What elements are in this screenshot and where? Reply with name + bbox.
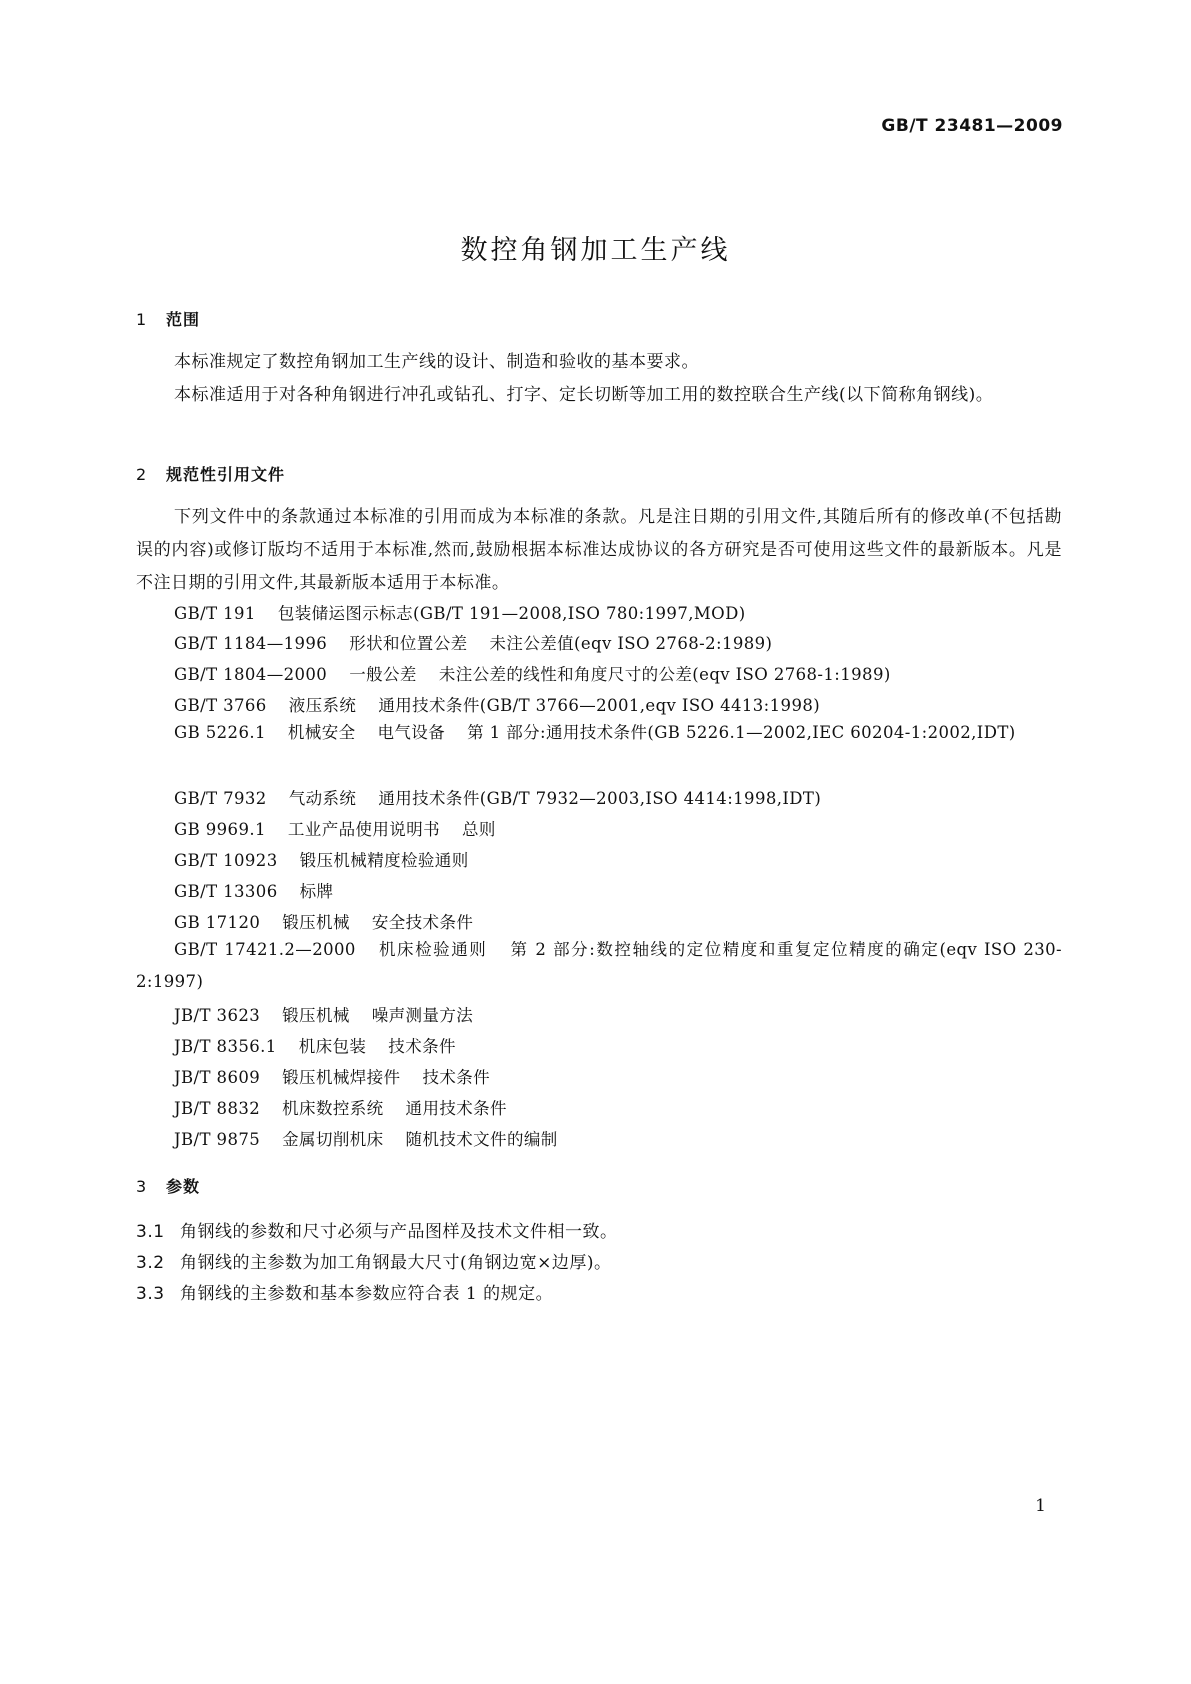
- reference-title: 机床检验通则: [377, 940, 488, 959]
- reference-title: 锻压机械: [282, 1006, 350, 1025]
- section-title: 参数: [166, 1177, 201, 1196]
- reference-item: [136, 934, 1062, 998]
- reference-title: 一般公差: [349, 665, 417, 684]
- reference-title: 锻压机械: [282, 913, 350, 932]
- reference-title: 金属切削机床: [282, 1130, 384, 1149]
- clause-number: 3.2: [136, 1253, 165, 1273]
- reference-title: 形状和位置公差: [349, 634, 468, 653]
- reference-code: JB/T 8609: [174, 1068, 261, 1087]
- reference-title: 液压系统: [288, 696, 357, 715]
- reference-item: [174, 1002, 473, 1026]
- section-3-heading: [136, 1174, 200, 1197]
- reference-item: [174, 1033, 456, 1057]
- document-title: 数控角钢加工生产线: [460, 235, 731, 266]
- reference-code: GB 17120: [174, 913, 261, 932]
- reference-title-part: 未注公差的线性和角度尺寸的公差(eqv ISO 2768-1:1989): [438, 665, 891, 684]
- section-title: 规范性引用文件: [166, 465, 286, 484]
- reference-title: 气动系统: [288, 789, 357, 808]
- reference-title-part: 安全技术条件: [371, 913, 474, 932]
- reference-item: [174, 847, 469, 871]
- reference-code: GB/T 10923: [174, 851, 278, 870]
- reference-title: 标牌: [299, 882, 334, 901]
- reference-code: JB/T 3623: [174, 1006, 261, 1025]
- clause-text: 角钢线的主参数为加工角钢最大尺寸(角钢边宽×边厚)。: [180, 1253, 612, 1273]
- paragraph: 本标准规定了数控角钢加工生产线的设计、制造和验收的基本要求。: [174, 352, 699, 372]
- section-number: 1: [136, 310, 148, 329]
- reference-item: [174, 661, 891, 685]
- reference-item: [174, 600, 746, 624]
- reference-item: [174, 909, 473, 933]
- reference-item: [174, 692, 820, 716]
- reference-title-part: 技术条件: [422, 1068, 491, 1087]
- reference-item: [174, 878, 333, 902]
- reference-title-part: 第 2 部分:数控轴线的定位精度和重复定位精度的确定(eqv ISO 230-2:1997): [136, 940, 1063, 991]
- reference-code: GB/T 1804—2000: [174, 665, 328, 684]
- reference-code: GB/T 13306: [174, 882, 278, 901]
- reference-title-part: 噪声测量方法: [371, 1006, 474, 1025]
- reference-code: GB/T 1184—1996: [174, 634, 328, 653]
- reference-title: 锻压机械精度检验通则: [299, 851, 469, 870]
- reference-title-part: 第 1 部分:通用技术条件(GB 5226.1—2002,IEC 60204-1:2002,IDT): [467, 723, 1016, 742]
- reference-title: 包装储运图示标志(GB/T 191—2008,ISO 780:1997,MOD): [277, 604, 746, 623]
- reference-title: 机械安全: [287, 723, 356, 742]
- reference-item: [136, 717, 1062, 749]
- reference-title: 锻压机械焊接件: [282, 1068, 401, 1087]
- paragraph: 本标准适用于对各种角钢进行冲孔或钻孔、打字、定长切断等加工用的数控联合生产线(以下简称角钢线)。: [174, 385, 994, 405]
- reference-code: GB 9969.1: [174, 820, 266, 839]
- section-number: 2: [136, 465, 148, 484]
- clause-number: 3.3: [136, 1284, 165, 1304]
- reference-title-part: 总则: [462, 820, 496, 839]
- reference-code: JB/T 8356.1: [174, 1037, 277, 1056]
- reference-title-part: 通用技术条件(GB/T 7932—2003,ISO 4414:1998,IDT): [378, 789, 822, 808]
- reference-title-part: 技术条件: [388, 1037, 456, 1056]
- paragraph: 下列文件中的条款通过本标准的引用而成为本标准的条款。凡是注日期的引用文件,其随后所有的修改单(不包括勘误的内容)或修订版均不适用于本标准,然而,鼓励根据本标准达成协议的各方研究是否可使用这些文件的最新版本。凡是不注日期的引用文件,其最新版本适用于本标准。: [136, 507, 1062, 593]
- reference-code: JB/T 9875: [174, 1130, 261, 1149]
- reference-item: [174, 1095, 507, 1119]
- reference-title: 机床包装: [298, 1037, 367, 1056]
- reference-code: GB/T 7932: [174, 789, 267, 808]
- reference-item: [174, 785, 821, 809]
- reference-title: 机床数控系统: [282, 1099, 384, 1118]
- reference-item: [174, 1064, 490, 1088]
- clause: [136, 1279, 553, 1304]
- reference-title-part: 通用技术条件(GB/T 3766—2001,eqv ISO 4413:1998): [378, 696, 821, 715]
- reference-title: 工业产品使用说明书: [287, 820, 440, 839]
- section-1-heading: [136, 307, 200, 330]
- clause: [136, 1248, 612, 1273]
- reference-title-part: 未注公差值(eqv ISO 2768-2:1989): [489, 634, 773, 653]
- reference-code: GB/T 17421.2—2000: [174, 940, 356, 959]
- reference-code: GB/T 3766: [174, 696, 267, 715]
- standard-number: GB/T 23481—2009: [881, 116, 1063, 136]
- reference-code: GB 5226.1: [174, 723, 266, 742]
- clause-text: 角钢线的参数和尺寸必须与产品图样及技术文件相一致。: [180, 1222, 618, 1242]
- section-number: 3: [136, 1177, 148, 1196]
- reference-item: [174, 630, 772, 654]
- page-number: 1: [1035, 1496, 1046, 1516]
- clause-number: 3.1: [136, 1222, 165, 1242]
- clause: [136, 1217, 618, 1242]
- reference-title-part: 随机技术文件的编制: [405, 1130, 558, 1149]
- reference-code: JB/T 8832: [174, 1099, 261, 1118]
- section-2-heading: [136, 462, 285, 485]
- reference-title-part: 通用技术条件: [405, 1099, 507, 1118]
- reference-code: GB/T 191: [174, 604, 256, 623]
- section-title: 范围: [166, 310, 201, 329]
- clause-text: 角钢线的主参数和基本参数应符合表 1 的规定。: [180, 1284, 554, 1304]
- reference-title-part: 电气设备: [377, 723, 446, 742]
- reference-item: [174, 816, 496, 840]
- reference-item: [174, 1126, 558, 1150]
